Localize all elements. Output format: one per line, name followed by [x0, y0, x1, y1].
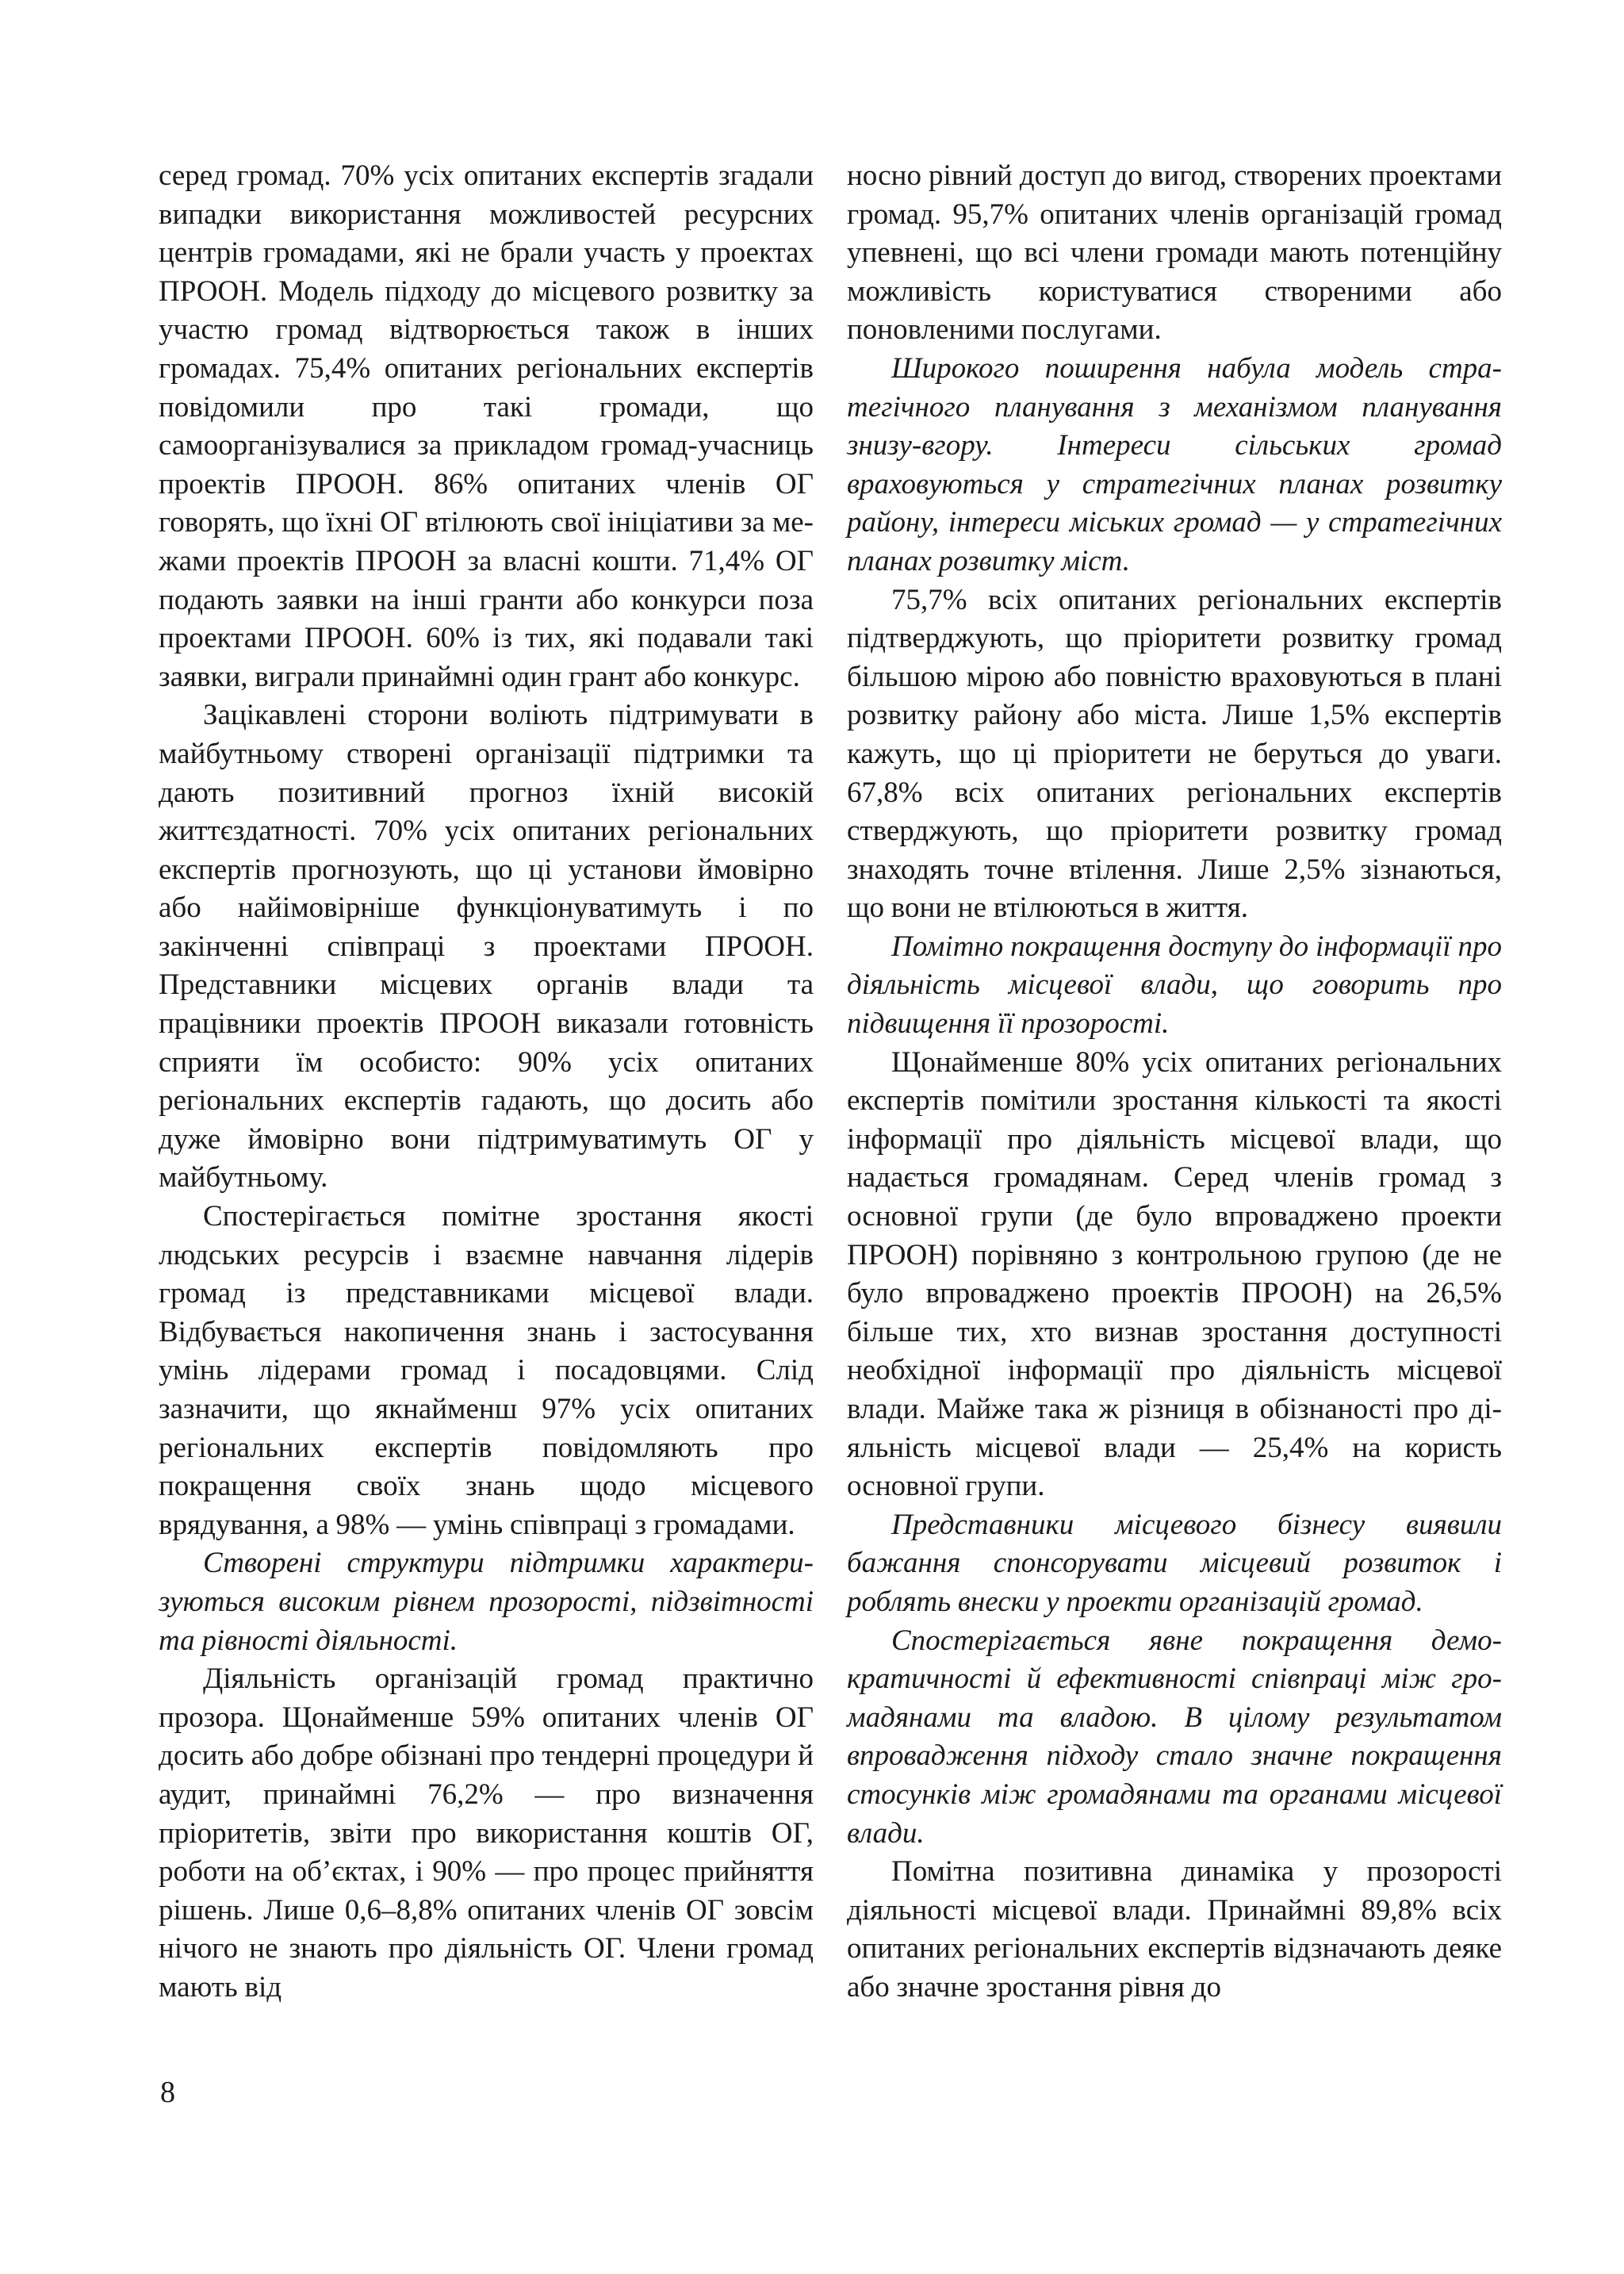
right-paragraph-2-italic: Широкого поширення набула модель стратегічного планування з механізмом планування знизу-вгору. Інтереси сільських громад враховуються у стратегічних планах розвитку району, інтереси міських громад — у стратегічних планах розвитку міст. [847, 351, 1502, 577]
left-paragraph-3: Спостерігається помітне зростання якості людських ресурсів і взаємне навчання лідерів громад із представниками місцевої влади. Відбувається накопичення знань і застосування умінь лідерами громад і посадовцями. Слід зазначити, що якнайменш 97% усіх опитаних регіональних експертів повідомляють про покращення своїх знань щодо місцевого врядування, а 98% — умінь співпраці з громадами. [159, 1200, 814, 1541]
left-paragraph-5: Діяльність організацій громад практично прозора. Щонайменше 59% опитаних членів ОГ досить або добре обізнані про тендерні процедури й аудит, принаймні 76,2% — про визначення пріоритетів, звіти про використання коштів ОГ, роботи на об’єктах, і 90% — про процес прийняття рішень. Лише 0,6–8,8% опитаних членів ОГ зовсім нічого не знають про діяльність ОГ. Члени громад мають від [159, 1662, 814, 2004]
right-column [847, 157, 1502, 2007]
right-paragraph-6-italic: Представники місцевого бізнесу виявили бажання спонсорувати місцевий розвиток і роблять внески у проекти організацій громад. [847, 1508, 1502, 1618]
right-paragraph-7-italic: Спостерігається явне покращення демократичності й ефективності співпраці між громадянами та владою. В цілому результатом впровадження підходу стало значне покращення стосунків між громадянами та органами місцевої влади. [847, 1624, 1502, 1850]
right-paragraph-1: носно рівний доступ до вигод, створених проектами громад. 95,7% опитаних членів організацій громад упевнені, що всі члени громади мають потенційну можливість користуватися створеними або поновленими послугами. [847, 159, 1502, 347]
page-number: 8 [160, 2076, 175, 2109]
left-paragraph-2: Зацікавлені сторони воліють підтримувати в майбутньому створені організації підтримки та дають позитивний прогноз їхній високій життєздатності. 70% усіх опитаних регіональних експертів прогнозують, що ці установи ймовірно або найімовірніше функціонуватимуть і по закінченні співпраці з проектами ПРООН. Представники місцевих органів влади та працівники проектів ПРООН виказали готовність сприяти їм особисто: 90% усіх опитаних регіональних експертів гадають, що досить або дуже ймовірно вони підтримуватимуть ОГ у майбутньому. [159, 699, 814, 1195]
right-paragraph-5: Щонайменше 80% усіх опитаних регіональних експертів помітили зростання кількості та якості інформації про діяльність місцевої влади, що надається громадянам. Серед членів громад з основної групи (де було впроваджено проекти ПРООН) порівняно з контрольною групою (де не було впроваджено проектів ПРООН) на 26,5% більше тих, хто визнав зростання доступності необхідної інформації про діяльність місцевої влади. Майже така ж різниця в обізнаності про діяльність місцевої влади — 25,4% на користь основної групи. [847, 1045, 1502, 1503]
left-paragraph-4-italic: Створені структури підтримки характеризуються високим рівнем прозорості, підзвітності та рівності діяльності. [159, 1547, 814, 1657]
right-paragraph-8: Помітна позитивна динаміка у прозорості діяльності місцевої влади. Принаймні 89,8% всіх опитаних регіональних експертів відзначають деяке або значне зростання рівня до [847, 1855, 1502, 2004]
left-column [159, 157, 814, 2007]
right-paragraph-3: 75,7% всіх опитаних регіональних експертів підтверджують, що пріоритети розвитку громад більшою мірою або повністю враховуються в плані розвитку району або міста. Лише 1,5% експертів кажуть, що ці пріоритети не беруться до уваги. 67,8% всіх опитаних регіональних експертів стверджують, що пріоритети розвитку громад знаходять точне втілення. Лише 2,5% зізнаються, що вони не втілюються в життя. [847, 583, 1502, 925]
left-paragraph-1: серед громад. 70% усіх опитаних експертів згадали випадки використання можливостей ресурсних центрів громадами, які не брали участь у проектах ПРООН. Модель підходу до місцевого розвитку за участю громад відтворюється також в інших громадах. 75,4% опитаних регіональних експертів повідомили про такі громади, що самоорганізувалися за прикладом громад-учасниць проектів ПРООН. 86% опитаних членів ОГ говорять, що їхні ОГ втілюють свої ініціативи за межами проектів ПРООН за власні кошти. 71,4% ОГ подають заявки на інші гранти або конкурси поза проектами ПРООН. 60% із тих, які подавали такі заявки, виграли принаймні один грант або конкурс. [159, 159, 814, 693]
right-paragraph-4-italic: Помітно покращення доступу до інформації про діяльність місцевої влади, що говорить про підвищення її прозорості. [847, 930, 1502, 1041]
